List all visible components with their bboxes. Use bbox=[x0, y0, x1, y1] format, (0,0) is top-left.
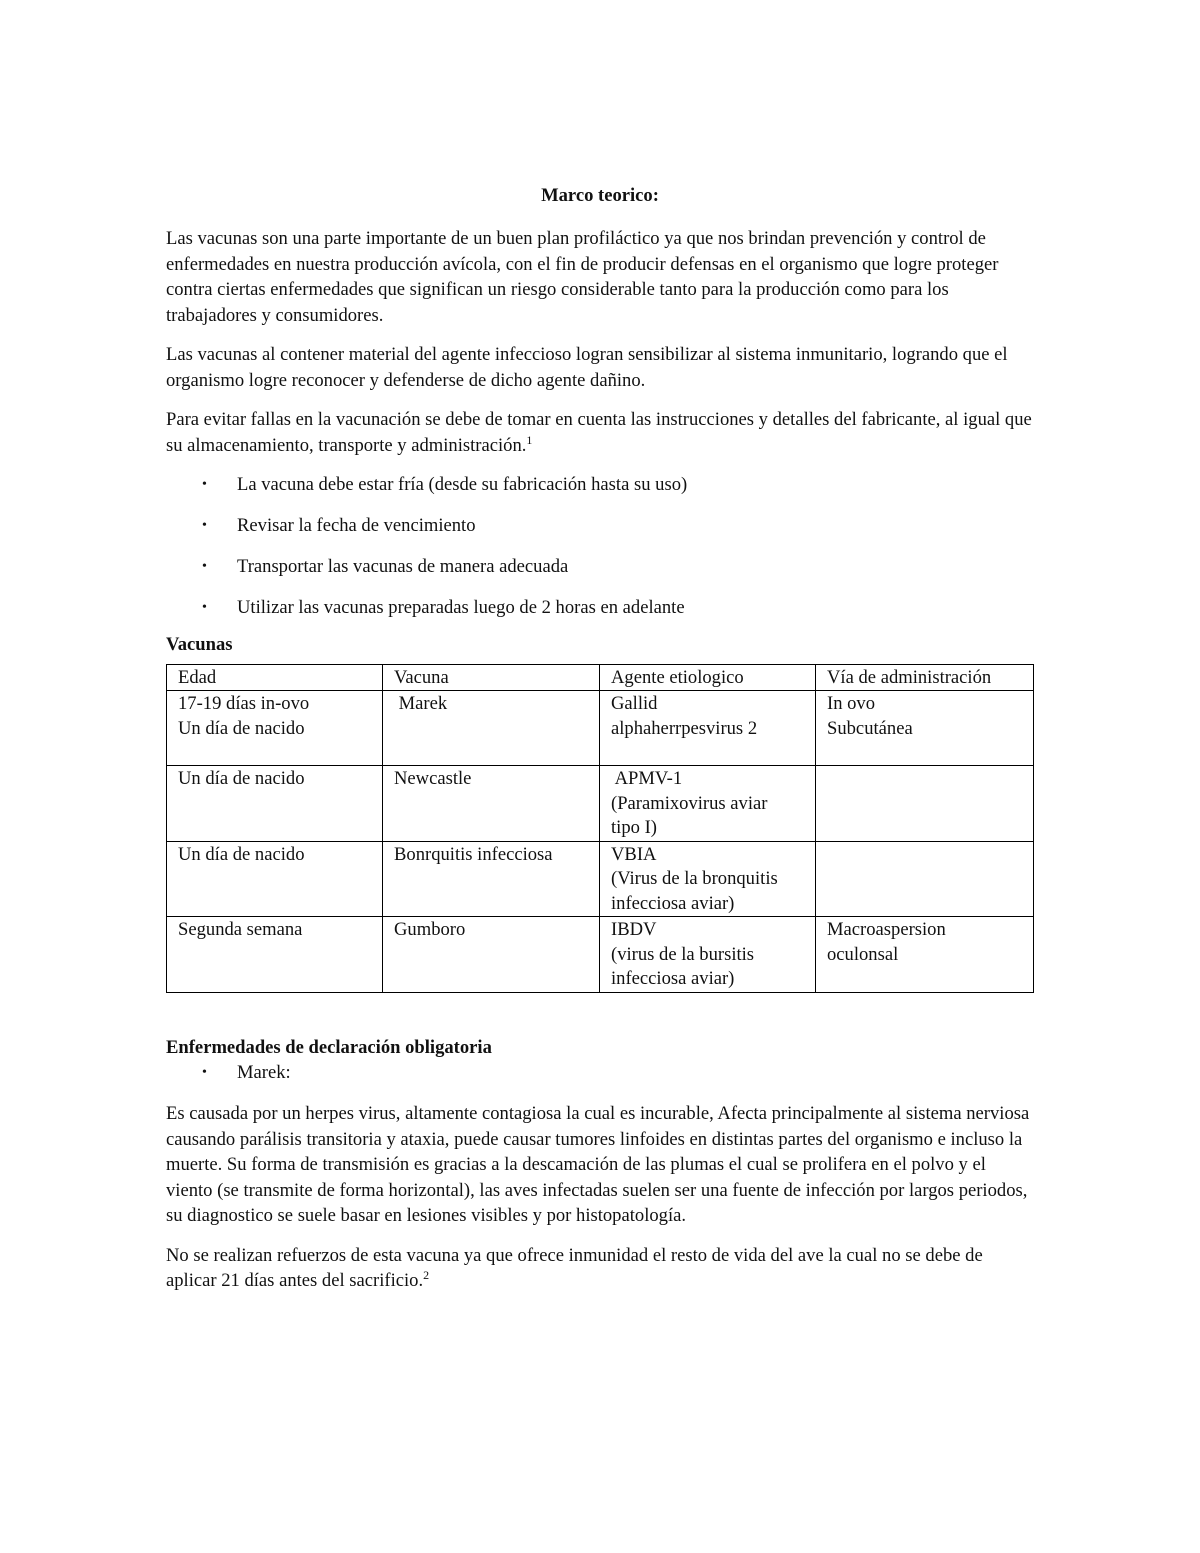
table-cell-via bbox=[816, 766, 1034, 842]
list-item bbox=[166, 554, 1036, 580]
paragraph-intro bbox=[166, 226, 1036, 328]
table-cell-via bbox=[816, 691, 1034, 766]
table-header-cell: Vía de administración bbox=[816, 664, 1034, 691]
cell-text: Gallid bbox=[611, 693, 658, 714]
paragraph-marek-refuerzos bbox=[166, 1243, 1036, 1294]
table-header-cell: Vacuna bbox=[383, 664, 600, 691]
table-cell-vacuna bbox=[383, 917, 600, 993]
cell-text: tipo I) bbox=[611, 817, 657, 838]
page-title: Marco teorico: bbox=[541, 185, 659, 206]
cell-text: In ovo bbox=[827, 693, 876, 714]
vaccines-table bbox=[166, 664, 1034, 993]
cell-text: Un día de nacido bbox=[178, 768, 305, 789]
table-cell-edad bbox=[167, 691, 383, 766]
paragraph-marek-desc bbox=[166, 1101, 1036, 1229]
table-cell-vacuna bbox=[383, 766, 600, 842]
list-item-text: Utilizar las vacunas preparadas luego de 2 horas en adelante bbox=[237, 597, 685, 618]
table-cell-agente bbox=[600, 841, 816, 917]
cell-text: VBIA bbox=[611, 843, 657, 865]
cell-text: alphaherrpesvirus 2 bbox=[611, 717, 758, 739]
table-row bbox=[167, 691, 1034, 766]
paragraph-fallas bbox=[166, 407, 1036, 458]
cell-text: infecciosa aviar) bbox=[611, 968, 735, 989]
cell-text: Un día de nacido bbox=[178, 717, 305, 739]
table-cell-agente bbox=[600, 917, 816, 993]
list-item bbox=[166, 1060, 1036, 1086]
table-header-cell: Agente etiologico bbox=[600, 664, 816, 691]
vacunas-heading: Vacunas bbox=[166, 634, 233, 655]
paragraph-marek-refuerzos-text: No se realizan refuerzos de esta vacuna ya que ofrece inmunidad el resto de vida del ave la cual no se debe de aplicar 21 días antes del sacrificio. bbox=[166, 1244, 983, 1291]
footnote-ref-1: 1 bbox=[526, 432, 533, 447]
cell-text: infecciosa aviar) bbox=[611, 892, 735, 914]
table-cell-agente bbox=[600, 766, 816, 842]
cell-text: APMV-1 bbox=[611, 768, 683, 789]
table-cell-vacuna bbox=[383, 691, 600, 766]
cell-text: Macroaspersion bbox=[827, 919, 946, 940]
list-item-text: Marek: bbox=[237, 1062, 291, 1083]
list-item-text: La vacuna debe estar fría (desde su fabricación hasta su uso) bbox=[237, 474, 688, 495]
list-item bbox=[166, 595, 1036, 621]
table-cell-agente bbox=[600, 691, 816, 766]
paragraph-material-text: Las vacunas al contener material del agente infeccioso logran sensibilizar al sistema inmunitario, logrando que el organismo logre reconocer y defenderse de dicho agente dañino. bbox=[166, 344, 1008, 391]
bullet-icon: • bbox=[202, 600, 207, 615]
bullet-icon: • bbox=[202, 559, 207, 574]
list-item-text: Transportar las vacunas de manera adecuada bbox=[237, 556, 569, 577]
cell-text: Newcastle bbox=[394, 768, 472, 789]
list-item-text: Revisar la fecha de vencimiento bbox=[237, 515, 476, 536]
cell-text: (virus de la bursitis bbox=[611, 943, 755, 965]
cell-text: Segunda semana bbox=[178, 919, 303, 940]
table-header-row bbox=[167, 664, 1034, 691]
table-row bbox=[167, 917, 1034, 993]
marek-list bbox=[166, 1060, 1036, 1086]
table-cell-via bbox=[816, 917, 1034, 993]
cell-text: Gumboro bbox=[394, 919, 466, 940]
cell-text: 17-19 días in-ovo bbox=[178, 693, 310, 714]
cell-text: Subcutánea bbox=[827, 717, 913, 739]
table-cell-edad bbox=[167, 766, 383, 842]
bullet-icon: • bbox=[202, 1065, 207, 1080]
cell-text: Marek bbox=[394, 693, 448, 714]
bullet-icon: • bbox=[202, 477, 207, 492]
enfermedades-heading: Enfermedades de declaración obligatoria bbox=[166, 1036, 492, 1058]
paragraph-fallas-text: Para evitar fallas en la vacunación se debe de tomar en cuenta las instrucciones y detalles del fabricante, al igual que su almacenamiento, transporte y administración. bbox=[166, 409, 1032, 456]
cell-text: IBDV bbox=[611, 919, 657, 940]
list-item bbox=[166, 513, 1036, 539]
table-header-cell: Edad bbox=[167, 664, 383, 691]
paragraph-intro-text: Las vacunas son una parte importante de un buen plan profiláctico ya que nos brindan prevención y control de enfermedades en nuestra producción avícola, con el fin de producir defensas en el organismo que logre proteger contra ciertas enfermedades que significan un riesgo considerable tanto para la producción como para los trabajadores y consumidores. bbox=[166, 228, 999, 326]
cell-text: Un día de nacido bbox=[178, 843, 305, 865]
recommendations-list bbox=[166, 472, 1036, 621]
paragraph-marek-desc-text: Es causada por un herpes virus, altamente contagiosa la cual es incurable, Afecta principalmente al sistema nerviosa causando parálisis transitoria y ataxia, puede causar tumores linfoides en distintas partes del organismo e incluso la muerte. Su forma de transmisión es gracias a la descamación de las plumas el cual se prolifera en el polvo y el viento (se transmite de forma horizontal), las aves infectadas suelen ser una fuente de infección por largos periodos, su diagnostico se suele basar en lesiones visibles y por histopatología. bbox=[166, 1103, 1030, 1226]
cell-text: (Virus de la bronquitis bbox=[611, 868, 778, 889]
footnote-ref-2: 2 bbox=[423, 1267, 430, 1282]
table-cell-vacuna bbox=[383, 841, 600, 917]
cell-text: oculonsal bbox=[827, 943, 899, 965]
table-row bbox=[167, 766, 1034, 842]
table-cell-edad bbox=[167, 841, 383, 917]
table-cell-edad bbox=[167, 917, 383, 993]
document-body bbox=[166, 226, 1036, 1308]
cell-text: Bonrquitis infecciosa bbox=[394, 843, 553, 865]
list-item bbox=[166, 472, 1036, 498]
table-row bbox=[167, 841, 1034, 917]
cell-text: (Paramixovirus aviar bbox=[611, 792, 768, 814]
table-cell-via bbox=[816, 841, 1034, 917]
paragraph-material bbox=[166, 342, 1036, 393]
bullet-icon: • bbox=[202, 518, 207, 533]
